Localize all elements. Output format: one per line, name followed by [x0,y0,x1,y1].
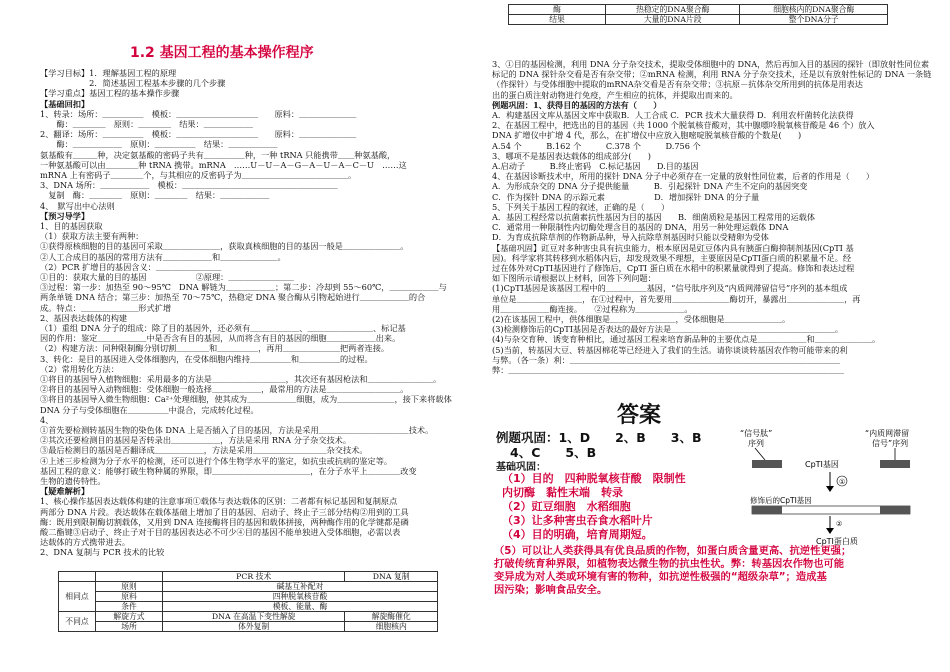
table-cell: 场所 [96,622,163,632]
text-line: DNA 扩增仪中扩增 4 代，那么，在扩增仪中应放入胞嘧啶脱氧核苷酸的个数是( ) [492,130,802,141]
text-line: (3)检测修饰后的CpTI基因是否表达的最好方法是＿＿＿＿＿＿＿＿＿＿＿＿＿＿＿＿＿＿＿＿。 [492,324,844,335]
table-cell: 条件 [96,602,163,612]
text-line: 【基础回扣】 [40,98,90,109]
signal-peptide-label: “信号肽” [740,429,773,438]
answer-red-line: 内切酶 黏性末端 转录 [502,486,623,499]
table-blank-header [96,572,163,582]
text-line: A.启动子 B.终止密码 C.标记基因 D.目的基因 [492,161,699,171]
text-line: 弊：＿＿＿＿＿＿＿＿＿＿＿＿＿＿＿＿＿＿＿＿＿＿＿＿＿＿＿＿＿＿＿＿＿＿＿＿＿＿＿＿＿ [492,365,845,375]
text-line: ①将目的基因导入植物细胞：采用最多的方法是＿＿＿＿＿＿＿＿＿，其次还有基因枪法和＿＿＿＿＿＿＿＿。 [40,374,442,384]
text-line: 成。特点：＿＿＿＿＿＿＿形式扩增 [40,302,172,313]
text-line: 2、翻译：场所：＿＿＿＿＿ 模板：＿＿＿＿＿＿＿＿＿＿ 原料：＿＿＿＿＿＿＿ [40,129,357,140]
modified-gene-label: 修饰后的CpTI基因 [750,496,812,505]
text-line: 酶：＿＿＿＿ 原则：＿＿＿＿ 结果：＿＿＿＿＿＿ [40,119,253,129]
text-line: 3、DNA 场所：＿＿＿＿＿＿ 模板：＿＿＿＿＿＿＿＿＿＿＿＿＿＿＿＿＿＿＿ [40,180,338,191]
table-cell: 原则 [96,582,163,592]
text-line: 单位是＿＿＿＿＿＿＿＿，在①过程中，首先要用＿＿＿＿＿＿＿酶切开，暴露出＿＿＿＿＿＿＿，再 [492,293,861,304]
text-line: 例题巩固：1、获得目的基因的方法有（ ） [492,99,662,110]
text-line: 1、转录：场所：＿＿＿＿＿ 模板：＿＿＿＿＿＿＿＿＿＿ 原料：＿＿＿＿＿＿＿ [40,108,357,119]
arrow-head [826,528,834,534]
text-line: ②将目的基因导入动物细胞：受体细胞一般选择＿＿＿＿＿＿，最常用的方法是＿＿＿＿＿＿＿＿＿。 [40,384,409,395]
text-line: 两部分 DNA 片段。表达载体在载体基础上增加了目的基因、启动子、终止子三部分结构②用到的工具 [40,506,409,517]
text-line: 3、转化：是目的基因进入受体细胞内，在受体细胞内维持＿＿＿＿＿和＿＿＿＿＿的过程。 [40,353,373,364]
text-line: 【学习重点】基因工程的基本操作步骤 [40,88,180,99]
comparison-table [58,571,438,632]
protein-label: CpTI蛋白质 [816,537,858,546]
modified-signal [752,506,782,514]
table-header-pcr: PCR 技术 [163,572,345,582]
text-line: A．构建基因文库从基因文库中获取B．人工合成 C．PCR 技术大量获得 D．利用农杆菌转化法获得 [492,110,854,120]
signal-seq-label: 序列 [748,439,764,448]
text-line: 氨基酸有＿＿＿种，决定氨基酸的密码子共有＿＿＿＿＿种，一种 tRNA 只能携带＿＿种氨基酸， [40,149,396,160]
text-line: C．通常用一种限制性内切酶处理含目的基因的 DNA，用另一种处理运载体 DNA [492,222,789,233]
text-line: 【疑难解析】 [40,486,90,497]
text-line: 2、DNA 复制与 PCR 技术的比较 [40,547,165,558]
table-cell: 整个DNA分子 [740,15,888,25]
text-line: (1)CpTI基因是该基因工程中的＿＿＿＿＿基因，“信号肽序列及“内质网滞留信号”序列的基本组成 [492,283,848,294]
table-cell: DNA 在高温下变性解旋 [163,612,345,622]
table-cell: 体外复制 [163,622,345,632]
text-line: ④上述三步检测为分子水平的检测，还可以进行个体生物学水平的鉴定，如抗虫或抗病的鉴定等。 [40,455,393,466]
answer-title: 答案 [617,403,662,428]
text-line: A．为形成杂交的 DNA 分子提供能量 B．引起探针 DNA 产生不定向的基因突变 [492,181,808,192]
answer-5-line: 打破传统育种界限，如植物表达微生物的抗虫性状。弊：转基因农作物也可能 [494,558,845,570]
text-line: 2、在基因工程中，把选出的目的基因（共 1000 个脱氧核苷酸对，其中腺嘌呤脱氧核苷酸是 46 个）放入 [492,120,875,131]
text-line: （2）构建方法：同种限制酶分别切割＿＿＿＿和＿＿＿＿＿，再用＿＿＿＿＿＿＿把两者连接。 [40,343,390,354]
text-line: D．为育成抗除草剂的作物新品种，导入抗除草剂基因时只能以受精卵为受体 [492,232,769,243]
text-line: （2）PCR 扩增目的基因含义：＿＿＿＿＿＿＿＿ [40,261,222,272]
text-line: 一种氨基酸可以由＿＿＿＿种 tRNA 携带。mRNA ……U－U－A－G－A－U－A－C－U ……这 [40,159,407,170]
text-line: ③将目的基因导入微生物细胞：Ca²⁺处理细胞，使其成为＿＿＿＿＿＿细胞，成为＿＿＿＿＿＿＿，接下来将载体 [40,394,452,405]
text-line: 【学习目标】1．理解基因工程的原理 [40,68,177,78]
text-line: 5、下列关于基因工程的叙述，正确的是（ ） [492,201,670,212]
table-cell: 细胞核内 [345,622,438,632]
text-line: ①获得原核细胞的目的基因可采取＿＿＿＿＿＿＿，获取真核细胞的目的基因一般是＿＿＿＿＿＿＿。 [40,241,409,252]
arrow-head [826,486,834,492]
er-signal-label-2: 信号”序列 [872,439,909,448]
answer-section [490,0,930,672]
text-line: 因的作用：鉴定＿＿＿＿＿＿中是否含有目的基因，从而将含有目的基因的细胞＿＿＿＿＿＿出来。 [40,333,401,344]
gene-modification-diagram [730,426,930,548]
text-line: (4)与杂交育种、诱变育种相比，通过基因工程来培育新品种的主要优点是＿＿＿＿＿＿和＿＿＿＿＿＿＿。 [492,334,881,345]
step-2-label: ② [836,520,843,528]
text-line: 两条单链 DNA 结合；第三步：加热至 70～75℃，热稳定 DNA 聚合酶从引物起始进行＿＿＿＿＿＿的合 [40,292,426,303]
text-line: 与弊。（各一条）利：＿＿＿＿＿＿＿＿＿＿＿＿＿＿＿＿＿＿＿＿＿＿＿＿＿＿＿＿＿＿＿＿＿ [492,354,840,365]
text-line: 用＿＿＿＿＿＿酶连接。 ②过程称为＿＿＿＿＿＿。 [492,303,693,314]
table-cell: 解旋方式 [96,612,163,622]
text-line: ③最后检测目的基因是否翻译成＿＿＿＿＿＿，方法是采用＿＿＿＿＿＿＿＿＿杂交技术。 [40,445,368,456]
text-line: 达载体的方式携带进去。 [40,537,131,548]
table-cell: 细胞核内的DNA聚合酶 [740,5,888,15]
table-cell: 热稳定的DNA聚合酶 [606,5,740,15]
text-line: C．作为探针 DNA 的示踪元素 D．增加探针 DNA 的分子量 [492,191,760,202]
text-line: ②其次还要检测目的基因是否转录出＿＿＿＿＿＿，方法是采用 RNA 分子杂交技术。 [40,435,352,446]
text-line: 2、基因表达载体的构建 [40,312,128,323]
table-cell: 大量的DNA片段 [606,15,740,25]
text-line: ②人工合成目的基因的常用方法有＿＿＿＿＿＿和＿＿＿＿＿＿＿。 [40,251,286,262]
text-line: ③过程：第一步：加热至 90～95℃ DNA 解链为＿＿＿＿＿＿；第二步：冷却到 55～60℃，＿＿＿＿＿＿与 [40,282,447,293]
answer-red-line: （3）让多种害虫吞食水稻叶片 [502,514,653,527]
text-line: （1）重组 DNA 分子的组成：除了目的基因外，还必须有＿＿＿＿＿＿、＿＿＿＿＿＿＿＿、标记基 [40,323,406,333]
text-line: 4、 默写出中心法则 [40,200,115,211]
text-line: 酶：既用到限制酶切割载体，又用到 DNA 连接酶将目的基因和载体拼接，两种酶作用的化学键都是磷 [40,516,409,527]
er-segment [880,460,910,468]
text-line: 过在体外对CpTI基因进行了修饰后，CpTI 蛋白质在水稻中的积累量就得到了提高。修饰和表达过程 [492,263,855,273]
table-cell: 结果 [509,15,606,25]
answer-5-line: 变异成为对人类或环境有害的物种，如抗逆性极强的“超级杂草”；造成基 [494,571,827,583]
cpti-gene-label: CpTI基因 [805,460,839,469]
text-line: 1、核心操作基因表达载体构建的注意事项①载体与表达载体的区别：二者都有标记基因和复制原点 [40,496,398,507]
text-line: （1）获取方法主要有两种： [40,231,144,242]
table-cell: 碱基互补配对 [163,582,438,592]
signal-segment [752,460,782,468]
modified-er [880,506,910,514]
text-line: 【基础巩固】豇豆对多种害虫具有抗虫能力，根本原因是豇豆体内具有胰蛋白酶抑制剂基因(CpTI 基 [492,242,854,253]
text-line: 生物的遗传特性。 [40,476,106,486]
text-line: 如下图所示请根据以上材料，回答下列问题： [492,273,656,284]
text-line: (2)在该基因工程中，供体细胞是＿＿＿＿＿＿＿＿，受体细胞是＿＿＿＿＿＿＿。 [492,314,791,324]
text-line: 1、目的基因获取 [40,221,103,231]
answer-red-line: （4）目的明确，培育周期短。 [502,528,653,541]
er-signal-label: “内质网滞留 [865,429,910,438]
table-corner [59,572,96,582]
text-line: 酸二酯键③启动子、终止子对于目的基因表达必不可少④目的基因不能单独进入受体细胞，必需以表 [40,527,401,537]
text-line: 3、哪项不是基因表达载体的组成部分( ) [492,150,651,161]
text-line: mRNA 上有密码子＿＿＿＿个，与其相应的反密码子为＿＿＿＿＿＿＿＿＿＿＿＿＿。 [40,170,357,180]
text-line: （2）常用转化方法： [40,363,119,374]
text-line: 酶：＿＿＿＿＿＿ 原则：＿＿＿＿＿ 结果：＿＿＿＿＿＿ [40,139,278,150]
text-line: 基因工程的意义：能够打破生物种属的界限，即＿＿＿＿＿＿＿＿＿＿＿＿，在分子水平上＿＿＿＿改变 [40,465,417,476]
answer-line: 例题巩固：1、D 2、B 3、B [496,430,702,445]
text-line: 标记的 DNA 探针杂交看是否有杂交带；②mRNA 检测，利用 RNA 分子杂交技术，还是以有放射性标记的 DNA 一条链 [492,69,932,80]
table-cell: 原料 [96,592,163,602]
text-line: ①首先要检测转基因生物的染色体 DNA 上是否插入了目的基因，方法是采用＿＿＿＿＿＿＿＿＿＿＿技术。 [40,425,434,435]
text-line: 【预习导学】 [40,210,90,221]
answer-red-line: （2）豇豆细胞 水稻细胞 [502,500,631,513]
table-header-dna: DNA 复制 [345,572,438,582]
text-line: （作探针）与受体细胞中提取的mRNA杂交看是否有杂交带；③抗原－抗体杂交所用到的抗体是用表达 [492,79,863,90]
text-line: ①目的：获取大量的目的基因 ②原理：＿＿＿＿＿＿＿＿ [40,272,294,282]
text-line: 4、 [40,414,54,425]
step-1-label: ① [839,478,846,486]
text-line: DNA 分子与受体细胞在＿＿＿＿＿中混合，完成转化过程。 [40,404,259,415]
answer-5-line: 因污染；影响食品安全。 [494,584,608,596]
table-cell: 四种脱氧核苷酸 [163,592,438,602]
answer-line: 基础巩固： [496,462,546,473]
table-cell: 模板、能量、酶 [163,602,438,612]
answer-5-line: （5）可以让人类获得具有优良品质的作物，如蛋白质含量更高、抗逆性更强； [494,545,852,557]
text-line: 因)。科学家将其转移到水稻体内后，却发现效果不理想，主要原因是CpTI蛋白质的积累量不足。经 [492,252,852,263]
text-line: A.54 个 B.162 个 C.378 个 D.756 个 [492,140,701,151]
text-line: (5)当前，转基因大豆、转基因棉花等已经进入了我们的生活。请你谈谈转基因农作物可能带来的利 [492,344,848,355]
text-line: 出的蛋白质注射动物进行免疫，产生相应的抗体，并提取出而来的。 [492,89,738,100]
text-line: A．基因工程经常以抗菌素抗性基因为目的基因 B．细菌质粒是基因工程常用的运载体 [492,212,816,222]
page-title: 1.2 基因工程的基本操作程序 [130,45,314,61]
answer-line: 4、C 5、B [510,445,597,460]
table-cell: 酶 [509,5,606,15]
text-line: 3、①目的基因检测，利用 DNA 分子杂交技术，提取受体细胞中的 DNA，然后再加入目的基因的探针（即放射性同位素 [492,59,930,69]
table-cell: 解旋酶催化 [345,612,438,622]
pointer-line [755,448,765,460]
table-diff-label: 不同点 [59,612,96,632]
text-line: 2．简述基因工程基本步骤的几个步骤 [40,78,226,89]
text-line: 复制 酶：＿＿＿＿ 原则：＿＿＿＿ 结果：＿＿＿＿＿＿ [40,190,270,201]
answer-red-line: （1）目的 四种脱氧核苷酸 限制性 [502,472,686,485]
table-same-label: 相同点 [59,582,96,612]
text-line: 4、在基因诊断技术中，所用的探针 DNA 分子中必须存在一定量的放射性同位素，后者的作用是（ ） [492,171,875,182]
